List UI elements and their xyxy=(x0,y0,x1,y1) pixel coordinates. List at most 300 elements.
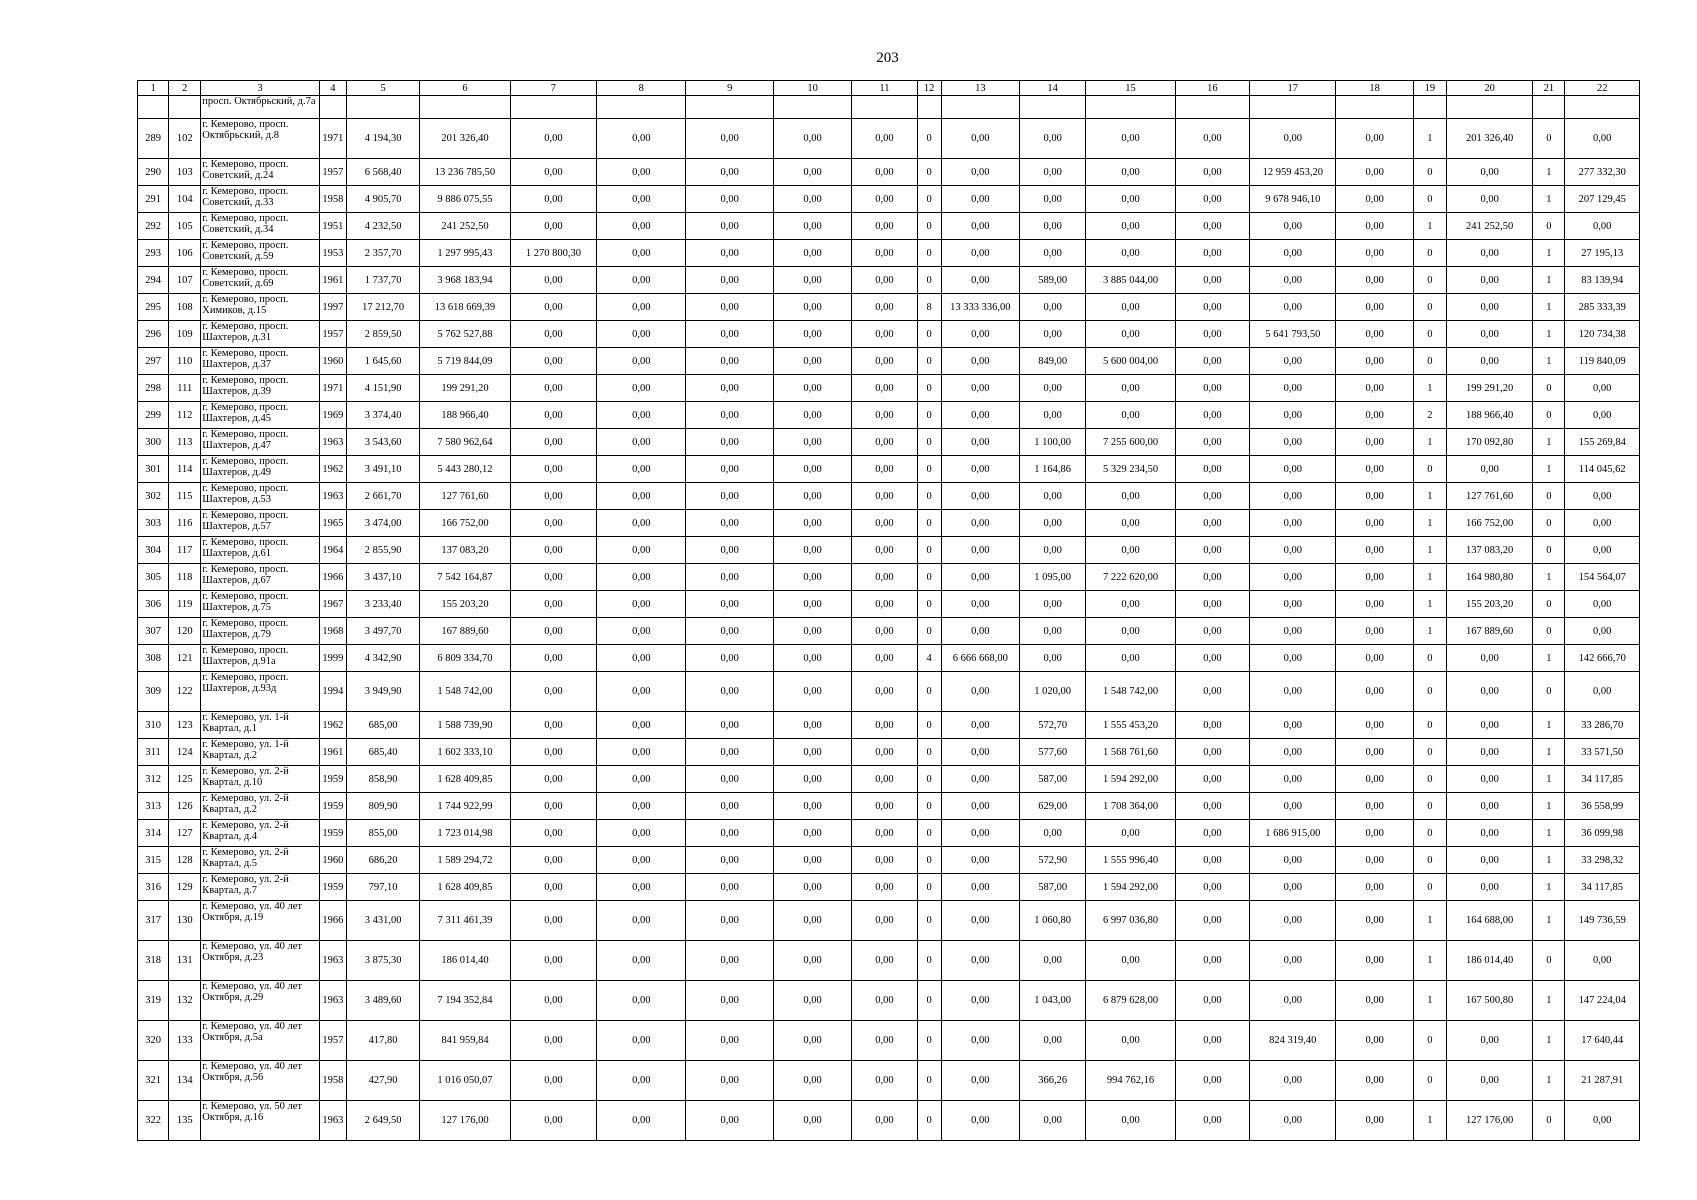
table-cell: 0,00 xyxy=(1446,766,1532,793)
table-cell: 0,00 xyxy=(1250,537,1336,564)
table-cell: 0,00 xyxy=(686,1101,773,1141)
table-cell: 1 xyxy=(1533,874,1565,901)
table-cell: 311 xyxy=(138,739,169,766)
table-cell: 0,00 xyxy=(686,1021,773,1061)
table-cell: 0,00 xyxy=(686,618,773,645)
table-cell: 0,00 xyxy=(1175,645,1249,672)
address-cell: г. Кемерово, просп. Химиков, д.15 xyxy=(201,294,320,321)
table-cell: 207 129,45 xyxy=(1565,186,1640,213)
table-cell: 142 666,70 xyxy=(1565,645,1640,672)
table-cell: 1 xyxy=(1533,712,1565,739)
table-cell: 0,00 xyxy=(773,712,851,739)
table-cell: 0 xyxy=(1533,375,1565,402)
table-cell: 108 xyxy=(169,294,201,321)
table-cell: 0,00 xyxy=(773,564,851,591)
table-cell: 0,00 xyxy=(1336,1101,1413,1141)
table-cell: 0,00 xyxy=(1020,119,1086,159)
table-cell: 0,00 xyxy=(686,1061,773,1101)
table-cell: 1966 xyxy=(319,901,346,941)
table-cell: 1971 xyxy=(319,119,346,159)
table-cell: 0,00 xyxy=(597,240,686,267)
table-cell: 0,00 xyxy=(597,766,686,793)
table-cell: 1959 xyxy=(319,793,346,820)
table-cell: 124 xyxy=(169,739,201,766)
table-cell: 1964 xyxy=(319,537,346,564)
table-cell: 0,00 xyxy=(597,739,686,766)
table-row xyxy=(138,294,1640,321)
table-cell: 7 542 164,87 xyxy=(420,564,510,591)
table-cell: 0,00 xyxy=(852,321,917,348)
table-cell: 0 xyxy=(1533,618,1565,645)
table-cell: 0,00 xyxy=(1565,537,1640,564)
address-cell: г. Кемерово, ул. 2-й Квартал, д.7 xyxy=(201,874,320,901)
table-cell: 0,00 xyxy=(1175,483,1249,510)
table-cell: 0,00 xyxy=(773,510,851,537)
table-cell: 127 761,60 xyxy=(420,483,510,510)
table-cell: 1959 xyxy=(319,874,346,901)
table-cell: 0,00 xyxy=(852,645,917,672)
table-cell: 0 xyxy=(917,766,941,793)
table-cell: 170 092,80 xyxy=(1446,429,1532,456)
table-cell xyxy=(1020,96,1086,119)
table-cell: 1 xyxy=(1533,793,1565,820)
table-cell: 0,00 xyxy=(686,712,773,739)
table-cell: 0,00 xyxy=(852,119,917,159)
table-cell: 0,00 xyxy=(941,483,1019,510)
table-cell: 0,00 xyxy=(1086,483,1175,510)
table-cell: 417,80 xyxy=(346,1021,419,1061)
table-cell: 201 326,40 xyxy=(1446,119,1532,159)
table-cell: 0,00 xyxy=(686,591,773,618)
table-cell: 1 xyxy=(1413,618,1446,645)
table-cell: 0,00 xyxy=(1446,294,1532,321)
table-cell: 0 xyxy=(1413,712,1446,739)
column-header: 9 xyxy=(686,81,773,96)
table-cell: 0 xyxy=(1533,213,1565,240)
table-cell: 0 xyxy=(1413,240,1446,267)
table-cell xyxy=(941,96,1019,119)
table-cell: 0,00 xyxy=(1086,119,1175,159)
table-cell: 1960 xyxy=(319,348,346,375)
table-cell: 0,00 xyxy=(510,766,596,793)
table-row xyxy=(138,618,1640,645)
table-cell: 0,00 xyxy=(852,1061,917,1101)
table-cell: 1 xyxy=(1413,901,1446,941)
table-cell: 0,00 xyxy=(1565,119,1640,159)
table-cell: 3 431,00 xyxy=(346,901,419,941)
table-cell: 0,00 xyxy=(597,941,686,981)
table-cell: 186 014,40 xyxy=(1446,941,1532,981)
table-cell: 0,00 xyxy=(1446,186,1532,213)
table-cell: 0,00 xyxy=(773,402,851,429)
table-cell: 841 959,84 xyxy=(420,1021,510,1061)
table-cell: 2 855,90 xyxy=(346,537,419,564)
table-row xyxy=(138,402,1640,429)
table-cell: 0,00 xyxy=(773,375,851,402)
table-cell: 0,00 xyxy=(597,618,686,645)
table-cell: 0,00 xyxy=(1086,375,1175,402)
table-cell: 0 xyxy=(1413,348,1446,375)
address-cell: г. Кемерово, ул. 2-й Квартал, д.5 xyxy=(201,847,320,874)
table-cell xyxy=(420,96,510,119)
table-cell: 296 xyxy=(138,321,169,348)
table-cell: 0,00 xyxy=(510,483,596,510)
table-cell: 994 762,16 xyxy=(1086,1061,1175,1101)
table-cell: 0,00 xyxy=(597,645,686,672)
table-cell: 0,00 xyxy=(597,564,686,591)
table-cell: 0,00 xyxy=(1020,186,1086,213)
table-cell: 0,00 xyxy=(510,618,596,645)
table-cell: 1963 xyxy=(319,1101,346,1141)
table-cell: 2 859,50 xyxy=(346,321,419,348)
table-cell: 0 xyxy=(917,564,941,591)
table-cell: 314 xyxy=(138,820,169,847)
table-cell: 0 xyxy=(917,672,941,712)
column-header: 3 xyxy=(201,81,320,96)
table-cell: 315 xyxy=(138,847,169,874)
table-cell: 130 xyxy=(169,901,201,941)
table-cell: 0,00 xyxy=(510,213,596,240)
table-cell: 0,00 xyxy=(1446,645,1532,672)
table-cell: 0,00 xyxy=(1175,321,1249,348)
table-cell: 1 xyxy=(1533,240,1565,267)
table-cell: 0,00 xyxy=(1446,672,1532,712)
table-cell: 0 xyxy=(1413,1061,1446,1101)
table-cell: 0,00 xyxy=(1336,294,1413,321)
table-cell: 0,00 xyxy=(1175,186,1249,213)
address-cell: г. Кемерово, просп. Шахтеров, д.67 xyxy=(201,564,320,591)
table-cell: 0,00 xyxy=(852,564,917,591)
table-cell: 0,00 xyxy=(1565,672,1640,712)
table-cell: 119 840,09 xyxy=(1565,348,1640,375)
table-cell: 0,00 xyxy=(773,766,851,793)
table-cell: 0,00 xyxy=(941,402,1019,429)
table-cell: 0,00 xyxy=(1250,941,1336,981)
address-cell: г. Кемерово, ул. 50 лет Октября, д.16 xyxy=(201,1101,320,1141)
table-cell: 1966 xyxy=(319,564,346,591)
table-cell: 0,00 xyxy=(1336,348,1413,375)
table-cell: 0,00 xyxy=(773,847,851,874)
table-row xyxy=(138,712,1640,739)
table-cell: 199 291,20 xyxy=(1446,375,1532,402)
table-cell: 0 xyxy=(1413,321,1446,348)
table-cell: 135 xyxy=(169,1101,201,1141)
table-cell: 0,00 xyxy=(510,564,596,591)
table-cell: 294 xyxy=(138,267,169,294)
table-row xyxy=(138,645,1640,672)
table-cell: 7 194 352,84 xyxy=(420,981,510,1021)
table-cell: 0 xyxy=(917,1021,941,1061)
table-cell: 0 xyxy=(1533,119,1565,159)
table-cell: 0,00 xyxy=(1565,483,1640,510)
table-cell: 1963 xyxy=(319,981,346,1021)
table-cell: 1 xyxy=(1533,981,1565,1021)
table-cell: 0,00 xyxy=(597,159,686,186)
table-cell: 0,00 xyxy=(597,375,686,402)
table-cell: 0,00 xyxy=(1175,793,1249,820)
address-cell: г. Кемерово, просп. Шахтеров, д.31 xyxy=(201,321,320,348)
table-cell: 1 xyxy=(1533,739,1565,766)
table-row xyxy=(138,186,1640,213)
table-cell: 0,00 xyxy=(1336,1021,1413,1061)
table-cell: 0,00 xyxy=(510,847,596,874)
table-cell: 797,10 xyxy=(346,874,419,901)
table-cell: 1 xyxy=(1533,294,1565,321)
table-cell: 1958 xyxy=(319,1061,346,1101)
table-cell: 301 xyxy=(138,456,169,483)
table-cell: 1 xyxy=(1413,591,1446,618)
table-cell: 0,00 xyxy=(1175,591,1249,618)
table-cell: 0,00 xyxy=(510,1101,596,1141)
table-cell: 0,00 xyxy=(941,429,1019,456)
table-cell: 299 xyxy=(138,402,169,429)
table-cell: 0,00 xyxy=(852,793,917,820)
table-cell: 1 628 409,85 xyxy=(420,766,510,793)
table-cell: 1957 xyxy=(319,1021,346,1061)
table-cell: 293 xyxy=(138,240,169,267)
table-cell: 0,00 xyxy=(1175,1061,1249,1101)
table-cell: 114 xyxy=(169,456,201,483)
table-cell: 1 164,86 xyxy=(1020,456,1086,483)
table-cell: 1 555 453,20 xyxy=(1086,712,1175,739)
table-cell: 1 xyxy=(1533,321,1565,348)
table-cell: 1 060,80 xyxy=(1020,901,1086,941)
table-cell: 1 xyxy=(1413,483,1446,510)
table-cell: 0,00 xyxy=(1446,793,1532,820)
table-row xyxy=(138,537,1640,564)
table-cell: 0,00 xyxy=(1250,294,1336,321)
table-cell: 0,00 xyxy=(1250,981,1336,1021)
table-cell: 587,00 xyxy=(1020,766,1086,793)
table-cell: 0,00 xyxy=(1250,618,1336,645)
table-cell: 199 291,20 xyxy=(420,375,510,402)
table-cell: 0,00 xyxy=(1086,645,1175,672)
table-row xyxy=(138,591,1640,618)
table-cell: 2 661,70 xyxy=(346,483,419,510)
table-cell: 114 045,62 xyxy=(1565,456,1640,483)
table-cell: 0,00 xyxy=(852,402,917,429)
table-cell: 155 269,84 xyxy=(1565,429,1640,456)
table-cell xyxy=(346,96,419,119)
column-header: 18 xyxy=(1336,81,1413,96)
table-cell: 4 151,90 xyxy=(346,375,419,402)
table-cell: 127 176,00 xyxy=(1446,1101,1532,1141)
table-cell: 0,00 xyxy=(773,739,851,766)
table-cell: 1 270 800,30 xyxy=(510,240,596,267)
table-cell: 0,00 xyxy=(1336,591,1413,618)
table-cell: 120 xyxy=(169,618,201,645)
table-cell: 110 xyxy=(169,348,201,375)
table-cell: 8 xyxy=(917,294,941,321)
table-cell: 0 xyxy=(1413,267,1446,294)
table-cell: 0,00 xyxy=(1565,1101,1640,1141)
table-cell: 33 286,70 xyxy=(1565,712,1640,739)
table-cell: 0,00 xyxy=(852,456,917,483)
table-cell: 112 xyxy=(169,402,201,429)
table-row xyxy=(138,941,1640,981)
table-cell: 0,00 xyxy=(941,375,1019,402)
table-cell xyxy=(510,96,596,119)
table-cell: 9 886 075,55 xyxy=(420,186,510,213)
table-cell: 0 xyxy=(1413,874,1446,901)
table-cell: 1958 xyxy=(319,186,346,213)
table-cell: 0,00 xyxy=(1446,267,1532,294)
table-cell: 0,00 xyxy=(1336,159,1413,186)
table-cell: 0,00 xyxy=(1175,941,1249,981)
table-cell: 320 xyxy=(138,1021,169,1061)
table-cell: 0,00 xyxy=(686,672,773,712)
table-cell: 0,00 xyxy=(510,793,596,820)
table-cell: 111 xyxy=(169,375,201,402)
table-cell: 0,00 xyxy=(510,186,596,213)
table-cell: 0,00 xyxy=(1020,213,1086,240)
address-cell: г. Кемерово, просп. Шахтеров, д.79 xyxy=(201,618,320,645)
table-cell: 0,00 xyxy=(686,510,773,537)
table-cell: 201 326,40 xyxy=(420,119,510,159)
table-cell: 0 xyxy=(1533,402,1565,429)
table-cell: 0,00 xyxy=(1446,1061,1532,1101)
table-cell: 0 xyxy=(917,901,941,941)
table-cell: 1 xyxy=(1413,510,1446,537)
table-cell: 0 xyxy=(917,874,941,901)
table-row xyxy=(138,375,1640,402)
table-cell: 0,00 xyxy=(1446,456,1532,483)
table-row xyxy=(138,564,1640,591)
table-cell: 0,00 xyxy=(852,483,917,510)
table-cell xyxy=(686,96,773,119)
table-cell: 0,00 xyxy=(852,429,917,456)
table-cell: 0,00 xyxy=(1565,510,1640,537)
table-cell: 0 xyxy=(1413,159,1446,186)
table-cell: 0,00 xyxy=(1336,456,1413,483)
table-cell: 0,00 xyxy=(1020,618,1086,645)
table-cell: 0 xyxy=(917,941,941,981)
table-cell: 0,00 xyxy=(941,847,1019,874)
table-cell: 0 xyxy=(1533,1101,1565,1141)
table-cell: 0,00 xyxy=(597,1021,686,1061)
table-cell: 0,00 xyxy=(941,1021,1019,1061)
table-cell: 0,00 xyxy=(1250,712,1336,739)
table-cell: 0,00 xyxy=(1086,510,1175,537)
table-cell: 0,00 xyxy=(941,267,1019,294)
table-cell: 1 xyxy=(1413,375,1446,402)
table-cell xyxy=(169,96,201,119)
table-cell: 0,00 xyxy=(686,793,773,820)
table-cell: 291 xyxy=(138,186,169,213)
table-cell: 0,00 xyxy=(1250,119,1336,159)
table-cell: 0,00 xyxy=(773,820,851,847)
table-cell: 1953 xyxy=(319,240,346,267)
table-cell: 0,00 xyxy=(1086,159,1175,186)
table-cell: 167 889,60 xyxy=(1446,618,1532,645)
table-cell: 1 555 996,40 xyxy=(1086,847,1175,874)
table-cell: 0,00 xyxy=(510,119,596,159)
address-cell: г. Кемерово, просп. Советский, д.33 xyxy=(201,186,320,213)
table-cell: 0,00 xyxy=(852,941,917,981)
table-cell: 17 212,70 xyxy=(346,294,419,321)
table-cell: 0,00 xyxy=(1565,591,1640,618)
table-cell: 137 083,20 xyxy=(420,537,510,564)
table-cell: 0,00 xyxy=(941,712,1019,739)
table-cell: 1963 xyxy=(319,483,346,510)
table-cell: 0,00 xyxy=(1086,186,1175,213)
table-cell: 0,00 xyxy=(686,820,773,847)
table-cell: 0,00 xyxy=(1175,847,1249,874)
table-cell: 0,00 xyxy=(1020,159,1086,186)
table-cell: 3 491,10 xyxy=(346,456,419,483)
table-row xyxy=(138,119,1640,159)
table-cell: 0,00 xyxy=(1565,402,1640,429)
table-cell: 115 xyxy=(169,483,201,510)
column-header: 6 xyxy=(420,81,510,96)
table-cell: 1 xyxy=(1533,456,1565,483)
table-cell: 36 099,98 xyxy=(1565,820,1640,847)
table-cell: 290 xyxy=(138,159,169,186)
table-cell: 104 xyxy=(169,186,201,213)
table-cell: 319 xyxy=(138,981,169,1021)
table-cell: 3 968 183,94 xyxy=(420,267,510,294)
table-cell: 0,00 xyxy=(1086,321,1175,348)
table-cell: 0 xyxy=(1413,739,1446,766)
table-row xyxy=(138,793,1640,820)
table-cell: 0 xyxy=(1533,483,1565,510)
table-cell xyxy=(597,96,686,119)
table-cell: 0 xyxy=(1413,645,1446,672)
table-cell: 289 xyxy=(138,119,169,159)
table-cell: 0,00 xyxy=(941,456,1019,483)
table-cell: 0,00 xyxy=(773,429,851,456)
table-cell: 0,00 xyxy=(1086,941,1175,981)
table-cell: 0,00 xyxy=(1250,267,1336,294)
column-header: 16 xyxy=(1175,81,1249,96)
table-cell: 0,00 xyxy=(1446,159,1532,186)
address-cell: г. Кемерово, просп. Шахтеров, д.61 xyxy=(201,537,320,564)
table-cell: 1 020,00 xyxy=(1020,672,1086,712)
table-cell: 0 xyxy=(1533,672,1565,712)
table-cell: 0,00 xyxy=(1086,294,1175,321)
table-cell: 0 xyxy=(917,1061,941,1101)
table-cell: 166 752,00 xyxy=(1446,510,1532,537)
table-cell: 1 645,60 xyxy=(346,348,419,375)
table-cell: 0 xyxy=(917,820,941,847)
table-cell: 1962 xyxy=(319,712,346,739)
table-cell: 127 xyxy=(169,820,201,847)
table-cell: 0,00 xyxy=(773,981,851,1021)
table-cell: 0,00 xyxy=(1565,618,1640,645)
table-row xyxy=(138,456,1640,483)
table-cell: 0,00 xyxy=(1336,564,1413,591)
table-cell: 0,00 xyxy=(1250,510,1336,537)
table-cell: 1951 xyxy=(319,213,346,240)
table-cell: 0,00 xyxy=(510,591,596,618)
table-cell: 0 xyxy=(1533,941,1565,981)
table-cell: 0,00 xyxy=(773,348,851,375)
table-cell: 0,00 xyxy=(852,1101,917,1141)
table-cell: 1961 xyxy=(319,739,346,766)
table-cell: 824 319,40 xyxy=(1250,1021,1336,1061)
table-cell: 241 252,50 xyxy=(420,213,510,240)
address-cell: г. Кемерово, ул. 40 лет Октября, д.5а xyxy=(201,1021,320,1061)
table-cell: 0 xyxy=(917,159,941,186)
table-cell: 0,00 xyxy=(510,712,596,739)
table-cell: 0,00 xyxy=(1175,564,1249,591)
table-cell: 0,00 xyxy=(1336,267,1413,294)
table-cell: 0,00 xyxy=(1020,591,1086,618)
table-cell: 0,00 xyxy=(852,672,917,712)
table-cell: 0,00 xyxy=(686,739,773,766)
address-cell: г. Кемерово, ул. 2-й Квартал, д.2 xyxy=(201,793,320,820)
address-cell: г. Кемерово, просп. Шахтеров, д.49 xyxy=(201,456,320,483)
